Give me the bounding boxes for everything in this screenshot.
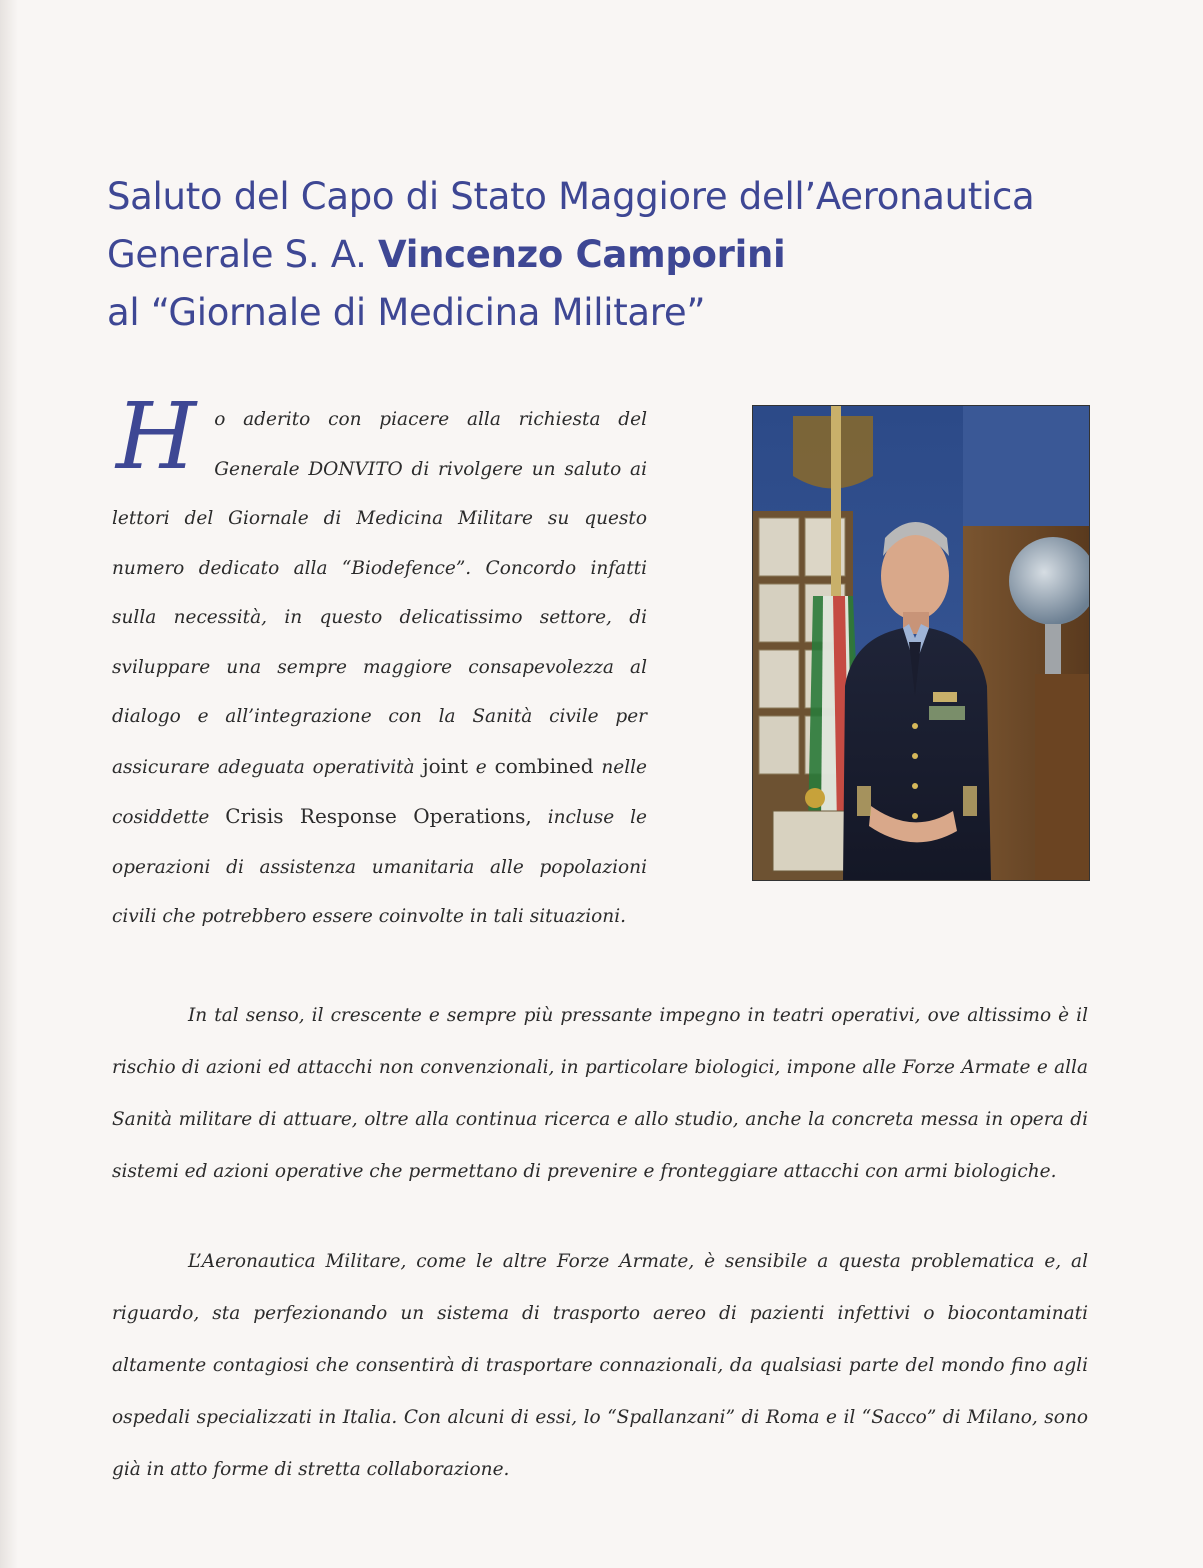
intro-term-joint: joint <box>422 753 468 778</box>
general-portrait-photo <box>752 405 1090 881</box>
title-line-1: Saluto del Capo di Stato Maggiore dell’Aeronautica <box>107 175 1035 218</box>
intro-conjunction: e <box>467 756 495 778</box>
body-paragraph-2: In tal senso, il crescente e sempre più pressante impegno in teatri operativi, ove altissimo è il rischio di azioni ed attacchi non convenzionali, in particolare biologici, impone alle Forze Armate e alla Sanità militare di attuare, oltre alla continua ricerca e allo studio, anche la concreta messa in opera di sistemi ed azioni operative che permettano di prevenire e fronteggiare attacchi con armi biologiche. <box>112 1005 1088 1182</box>
page-gutter-shadow <box>0 0 18 1568</box>
title-name: Vincenzo Camporini <box>378 233 786 276</box>
title-line-3: al “Giornale di Medicina Militare” <box>107 291 706 334</box>
article-title <box>107 168 1107 342</box>
intro-term-combined: combined <box>494 753 594 778</box>
intro-text-1: o aderito con piacere alla richiesta del Generale DONVITO di rivolgere un saluto ai lettori del Giornale di Medicina Militare su questo numero dedicato alla “Biodefence”. Concordo infatti sulla necessità, in questo delicatissimo settore, di sviluppare una sempre maggiore consapevolezza al dialogo e all’integrazione con la Sanità civile per assicurare adeguata operatività <box>112 409 647 778</box>
intro-text-3: incluse le operazioni di assistenza umanitaria alle popolazioni civili che potrebbero essere coinvolte in tali situazioni. <box>112 807 647 927</box>
body-paragraph-3: L’Aeronautica Militare, come le altre Forze Armate, è sensibile a questa problematica e, al riguardo, sta perfezionando un sistema di trasporto aereo di pazienti infettivi o biocontaminati altamente contagiosi che consentirà di trasportare connazionali, da qualsiasi parte del mondo fino agli ospedali specializzati in Italia. Con alcuni di essi, lo “Spallanzani” di Roma e il “Sacco” di Milano, sono già in atto forme di stretta collaborazione. <box>112 1251 1088 1480</box>
drop-cap: H <box>116 383 197 490</box>
intro-text-2: nelle cosiddette <box>112 756 648 828</box>
intro-term-crisis: Crisis Response Operations, <box>225 804 532 828</box>
title-rank: Generale S. A. <box>107 233 379 276</box>
intro-paragraph <box>112 383 648 942</box>
title-line-2 <box>107 226 1107 284</box>
portrait-illustration <box>753 406 1089 880</box>
